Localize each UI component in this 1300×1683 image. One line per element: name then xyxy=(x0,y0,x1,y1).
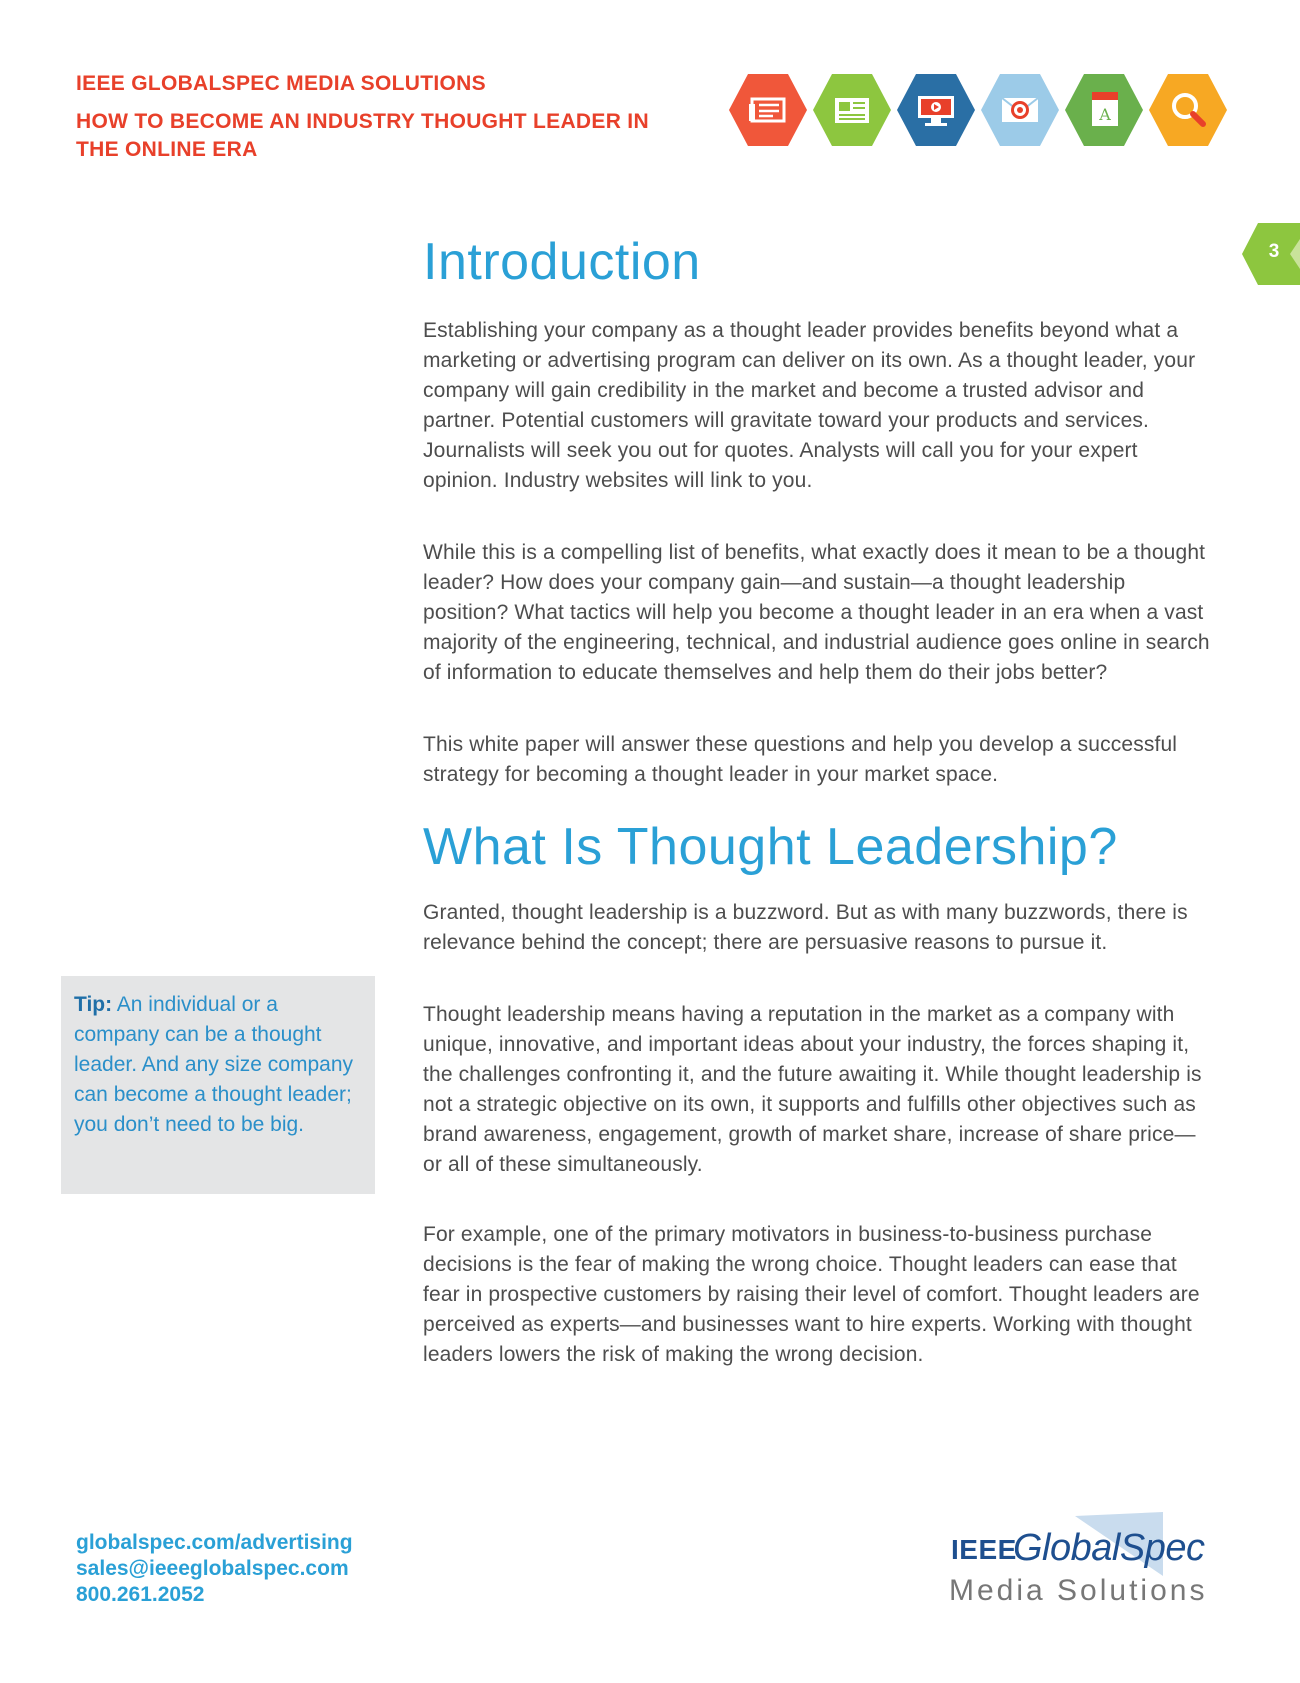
introduction-heading: Introduction xyxy=(423,233,701,291)
tip-text xyxy=(74,990,363,1140)
logo-ieee-text: IEEE xyxy=(951,1534,1017,1565)
page-number-tab xyxy=(1242,223,1300,285)
tip-label: Tip: xyxy=(74,993,113,1016)
thought-leadership-paragraph-2: Thought leadership means having a reputation in the market as a company with unique, innovative, and important ideas about your industry, the forces shaping it, the challenges confronting it, and the future awaiting it. While thought leadership is not a strategic objective on its own, it supports and fulfills other objectives such as brand awareness, engagement, growth of market share, increase of share price—or all of these simultaneously. xyxy=(423,1003,1202,1176)
contact-info xyxy=(76,1530,353,1608)
introduction-paragraph-1: Establishing your company as a thought leader provides benefits beyond what a marketing or advertising program can deliver on its own. As a thought leader, your company will gain credibility in the market and become a trusted advisor and partner. Potential customers will gravitate toward your products and services. Journalists will seek you out for quotes. Analysts will call you for your expert opinion. Industry websites will link to you. xyxy=(423,319,1196,492)
thought-leadership-paragraph-1: Granted, thought leadership is a buzzword. But as with many buzzwords, there is relevance behind the concept; there are persuasive reasons to pursue it. xyxy=(423,901,1188,954)
introduction-paragraph-2: While this is a compelling list of benefits, what exactly does it mean to be a thought leader? How does your company gain—and sustain—a thought leadership position? What tactics will help you become a thought leader in an era when a vast majority of the engineering, technical, and industrial audience goes online in search of information to educate themselves and help them do their jobs better? xyxy=(423,541,1210,684)
svg-text:A: A xyxy=(1099,105,1111,124)
email-target-icon xyxy=(980,72,1060,148)
header-title: HOW TO BECOME AN INDUSTRY THOUGHT LEADER IN THE ONLINE ERA xyxy=(76,110,649,161)
thought-leadership-paragraph-3: For example, one of the primary motivators in business-to-business purchase decisions is the fear of making the wrong choice. Thought leaders can ease that fear in prospective customers by raising their level of comfort. Thought leaders are perceived as experts—and businesses want to hire experts. Working with thought leaders lowers the risk of making the wrong decision. xyxy=(423,1223,1200,1366)
ieee-globalspec-logo xyxy=(945,1512,1225,1612)
search-icon xyxy=(1148,72,1228,148)
monitor-icon xyxy=(896,72,976,148)
logo-brand-text: GlobalSpec xyxy=(1013,1527,1205,1569)
article-icon xyxy=(812,72,892,148)
header-kicker: IEEE GLOBALSPEC MEDIA SOLUTIONS xyxy=(76,72,486,95)
newspaper-icon xyxy=(728,72,808,148)
page-number: 3 xyxy=(1268,241,1280,262)
tip-body: An individual or a company can be a thought leader. And any size company can become a thought leader; you don’t need to be big. xyxy=(74,993,354,1136)
logo-subtitle: Media Solutions xyxy=(949,1574,1208,1607)
phone-number: 800.261.2052 xyxy=(76,1583,205,1606)
introduction-paragraph-3: This white paper will answer these questions and help you develop a successful strategy for becoming a thought leader in your market space. xyxy=(423,733,1178,786)
website-link[interactable]: globalspec.com/advertising xyxy=(76,1531,353,1554)
tip-box xyxy=(61,976,375,1194)
header-icon-row xyxy=(728,72,1226,148)
document-a-icon xyxy=(1064,72,1144,148)
thought-leadership-heading: What Is Thought Leadership? xyxy=(423,818,1118,876)
email-link[interactable]: sales@ieeeglobalspec.com xyxy=(76,1557,349,1580)
